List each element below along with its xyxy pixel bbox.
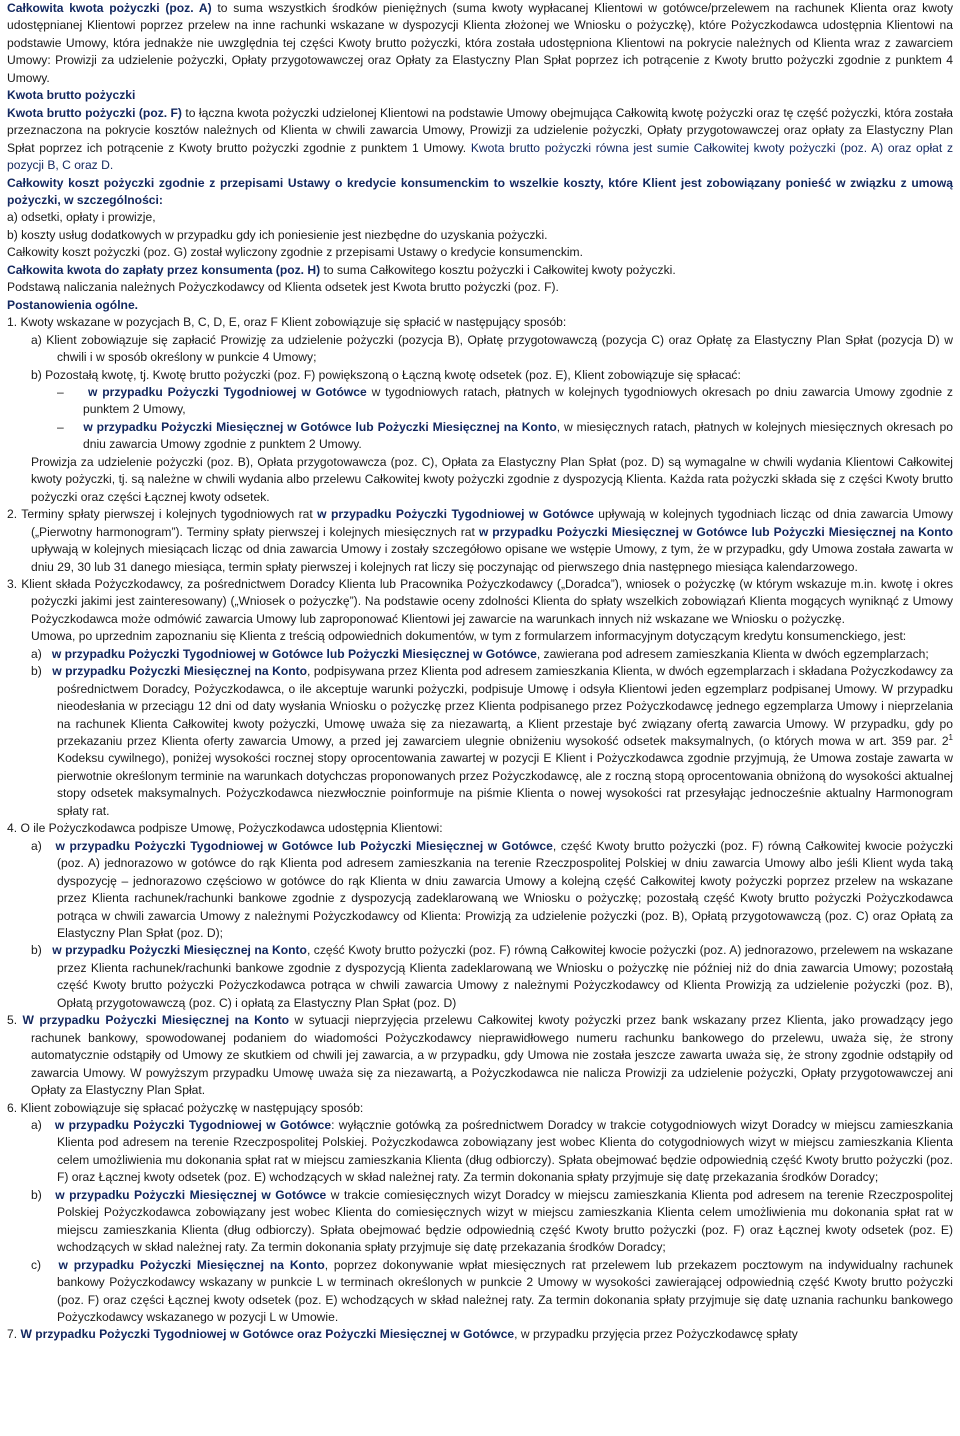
bold-phrase: w przypadku Pożyczki Miesięcznej w Gotówce lub Pożyczki Miesięcznej na Konto — [478, 524, 953, 539]
term-text: to suma Całkowitego kosztu pożyczki i Całkowitej kwoty pożyczki. — [320, 262, 676, 277]
superscript: 1 — [948, 733, 953, 742]
clause-6c: c) w przypadku Pożyczki Miesięcznej na Konto, poprzez dokonywanie wpłat miesięcznych rat przelewem lub przekazem pocztowym na indywidualny rachunek bankowy Pożyczkodawcy wskazany w punkcie L w terminach określonych w punkcie 2 Umowy w wysokości zawierającej odpowiednią część Kwoty brutto pożyczki (poz. F) oraz części Łącznej kwoty odsetek (poz. E) wchodzących w skład należnej raty. Za termin dokonania spłaty przyjmuje się datę uznania rachunku bankowego Pożyczkodawcy wskazanego w pozycji L w Umowie. — [31, 1257, 953, 1324]
clause-text: , zawierana pod adresem zamieszkania Klienta w dwóch egzemplarzach; — [536, 646, 929, 661]
clause-text: : wyłącznie gotówką za pośrednictwem Doradcy w trakcie cotygodniowych wizyt Doradcy w miejscu zamieszkania Klienta pod adresem na terenie Rzeczpospolitej Polskiej. Pożyczkodawca zobowiązany jest wobec Klienta do cotygodniowych wizyt w miejscu zamieszkania Klienta celem umożliwienia mu dokonania spłat rat w miejscu zamieszkania Klienta (dług odbiorczy). Spłata obejmować będzie odpowiednią część Kwoty brutto pożyczki (poz. F) oraz Łącznej kwoty odsetek (poz. E) wchodzących w skład należnej raty. Za termin dokonania spłaty przyjmuje się datę przekazania środków Doradcy; — [57, 1118, 953, 1185]
clause-6a: a) w przypadku Pożyczki Tygodniowej w Gotówce: wyłącznie gotówką za pośrednictwem Doradcy w trakcie cotygodniowych wizyt Doradcy w miejscu zamieszkania Klienta pod adresem na terenie Rzeczpospolitej Polskiej. Pożyczkodawca zobowiązany jest wobec Klienta do cotygodniowych wizyt w miejscu zamieszkania Klienta celem umożliwienia mu dokonania spłat rat w miejscu zamieszkania Klienta (dług odbiorczy). Spłata obejmować będzie odpowiednią część Kwoty brutto pożyczki (poz. F) oraz Łącznej kwoty odsetek (poz. E) wchodzących w skład należnej raty. Za termin dokonania spłaty przyjmuje się datę przekazania środków Doradcy; — [31, 1118, 953, 1185]
definition-total-loan-amount — [7, 0, 953, 87]
paragraph: Podstawą naliczania należnych Pożyczkodawcy od Klienta odsetek jest Kwota brutto pożyczki (poz. F). — [7, 280, 559, 295]
clause-1b-dash-monthly: – w przypadku Pożyczki Miesięcznej w Gotówce lub Pożyczki Miesięcznej na Konto, w miesięcznych ratach, płatnych w kolejnych miesięcznych okresach po dniu zawarcia Umowy zgodnie z punktem 2 Umowy. — [57, 419, 953, 452]
bold-phrase: w przypadku Pożyczki Miesięcznej w Gotówce — [55, 1187, 327, 1202]
clause-text: , podpisywana przez Klienta pod adresem zamieszkania Klienta, w dwóch egzemplarzach i składana Pożyczkodawcy za pośrednictwem Doradcy, Pożyczkodawca, o ile akceptuje warunki pożyczki, podpisuje Umowę i odsyła Klientowi jeden egzemplarz podpisanej Umowy. W przypadku nieodesłania w przeciągu 12 dni od daty wysłania Wniosku o pożyczkę przez Klienta podpisanego przez Pożyczkodawcę jednego egzemplarza Umowy i nieprzelania na rachunek Klienta Całkowitej kwoty pożyczki, Umowę uważa się za niezawartą, a Klient przestaje być związany ofertą zawarcia Umowy. W przypadku, gdy po przekazaniu przez Klienta oferty zawarcia Umowy, a przed jej zawarciem ulegnie obniżeniu wysokość odsetek maksymalnych, (o których mowa w art. 359 par. 2 — [57, 664, 953, 749]
term-label: Kwota brutto pożyczki (poz. F) — [7, 105, 182, 120]
clause-3-para: Umowa, po uprzednim zapoznaniu się Klienta z treścią odpowiednich dokumentów, w tym z formularzem informacyjnym dotyczącym kredytu konsumenckiego, jest: — [31, 629, 907, 644]
term-label: Całkowita kwota pożyczki (poz. — [7, 1, 199, 15]
clause-1b: b) Pozostałą kwotę, tj. Kwotę brutto pożyczki (poz. F) powiększoną o Łączną kwotę odsetek (poz. E), Klient zobowiązuje się spłacać: — [31, 367, 741, 382]
clause-6-intro: 6. Klient zobowiązuje się spłacać pożyczkę w następujący sposób: — [7, 1100, 364, 1115]
section-heading-gross-amount: Kwota brutto pożyczki — [7, 88, 136, 103]
clause-3a: a) w przypadku Pożyczki Tygodniowej w Gotówce lub Pożyczki Miesięcznej w Gotówce, zawierana pod adresem zamieszkania Klienta w dwóch egzemplarzach; — [31, 646, 929, 661]
paragraph: Całkowity koszt pożyczki (poz. G) został wyliczony zgodnie z przepisami Ustawy o kredycie konsumenckim. — [7, 245, 583, 260]
bold-phrase: w przypadku Pożyczki Miesięcznej na Konto — [58, 1257, 325, 1272]
clause-1-tail: Prowizja za udzielenie pożyczki (poz. B), Opłata przygotowawcza (poz. C), Opłata za Elastyczny Plan Spłat (poz. D) są wymagalne w chwili wydania Klientowi Całkowitej kwoty pożyczki, tj. są należne w chwili wydania albo przelewu Całkowitej kwoty pożyczki zgodnie z dyspozycją Klienta. Każda rata pożyczki składa się z części Kwoty brutto pożyczki oraz części Łącznej kwoty odsetek. — [31, 454, 953, 504]
clause-text: w tygodniowych ratach, płatnych w kolejnych tygodniowych okresach po dniu zawarcia Umowy zgodnie z punktem 2 Umowy, — [83, 384, 953, 417]
clause-3b: b) w przypadku Pożyczki Miesięcznej na Konto, podpisywana przez Klienta pod adresem zamieszkania Klienta, w dwóch egzemplarzach i składana Pożyczkodawcy za pośrednictwem Doradcy, Pożyczkodawca, o ile akceptuje warunki pożyczki, podpisuje Umowę i odsyła Klientowi jeden egzemplarz podpisanej Umowy. W przypadku nieodesłania w przeciągu 12 dni od daty wysłania Wniosku o pożyczkę przez Klienta podpisanego przez Pożyczkodawcę jednego egzemplarza Umowy i nieprzelania na rachunek Klienta Całkowitej kwoty pożyczki, Umowę uważa się za niezawartą, a Klient przestaje być związany ofertą zawarcia Umowy. W przypadku, gdy po przekazaniu przez Klienta oferty zawarcia Umowy, a przed jej zawarciem ulegnie obniżeniu wysokość odsetek maksymalnych, (o których mowa w art. 359 par. $2^1$ Kodeksu cywilnego), poniżej wysokości rocznej stopy oprocentowania zawartej w pozycji E Klient i Pożyczkodawca zgodnie przyjmują, że Umowa zostaje zawarta w pierwotnie określonym terminie na warunkach dotychczas proponowanych przez Pożyczkodawcę, ale z roczną stopą oprocentowania obniżoną do wysokości aktualnej stopy odsetek maksymalnych. Pożyczkodawca niezwłocznie poinformuje na piśmie Klienta o nowej wysokości rat przesyłając jednocześnie aktualny Harmonogram spłaty rat. — [31, 664, 953, 818]
clause-number: 7. — [7, 1327, 21, 1342]
clause-2 — [7, 506, 953, 576]
bold-phrase: w przypadku Pożyczki Tygodniowej w Gotówce — [54, 1118, 332, 1132]
bold-phrase: w przypadku Pożyczki Tygodniowej w Gotówce lub Pożyczki Miesięcznej w Gotówce — [55, 838, 553, 853]
clause-5 — [7, 1012, 953, 1099]
clause-1a: a) Klient zobowiązuje się zapłacić Prowizję za udzielenie pożyczki (pozycja B), Opłatę przygotowawczą (pozycja C) oraz Opłatę za Elastyczny Plan Spłat (pozycja D) w chwili i w sposób określony w punkcie 4 Umowy; — [31, 332, 953, 365]
clause-number: 5. — [7, 1013, 23, 1028]
bold-phrase: w przypadku Pożyczki Tygodniowej w Gotówce — [88, 384, 367, 399]
definition-total-payable — [7, 262, 953, 279]
clause-text: upływają w kolejnych miesiącach licząc od dnia zawarcia Umowy i zostały szczegółowo opisane we wstępie Umowy, z tym, że w przypadku, gdy Umowa została zawarta w dniu 29, 30 lub 31 danego miesiąca, termin spłaty pierwszej i kolejnych rat liczy się poczynając od pierwszego dnia następnego miesiąca kalendarzowego. — [31, 542, 953, 574]
definition-gross-loan-amount — [7, 105, 953, 175]
list-item: a) odsetki, opłaty i prowizje, — [7, 210, 156, 225]
term-label: Całkowita kwota do zapłaty przez konsumenta (poz. H) — [7, 262, 321, 277]
bold-phrase: w przypadku Pożyczki Miesięcznej na Konto — [52, 943, 307, 958]
clause-text: , poprzez dokonywanie wpłat miesięcznych rat przelewem lub przekazem pocztowym na indywidualny rachunek bankowy Pożyczkodawcy wskazany w punkcie L w terminach określonych w punkcie 2 Umowy w wysokości zawierającej odpowiednią część Kwoty brutto pożyczki (poz. F) oraz części Łącznej kwoty odsetek (poz. E) wchodzących w skład należnej raty. Za termin dokonania spłaty przyjmuje się datę uznania rachunku bankowego Pożyczkodawcy wskazanego w pozycji L w Umowie. — [57, 1257, 953, 1324]
section-heading-general: Postanowienia ogólne. — [7, 297, 139, 312]
clause-1-intro: 1. Kwoty wskazane w pozycjach B, C, D, E, oraz F Klient zobowiązuje się spłacić w następujący sposób: — [7, 315, 567, 330]
clause-text: , część Kwoty brutto pożyczki (poz. F) równą Całkowitej kwocie pożyczki (poz. A) jednorazowo, przelewem na wskazane przez Klienta rachunek/rachunki bankowe zgodnie z dyspozycją Klienta zadeklarowaną we Wniosku o pożyczkę nie później niż do dnia zawarcia Umowy; pozostałą część Kwoty brutto pożyczki Pożyczkodawca potrąca w chwili zawarcia Umowy z należnymi Pożyczkodawcy od Klienta Prowizją za udzielenie pożyczki (poz. B), Opłatą przygotowawczą (poz. C) i opłatą za Elastyczny Plan Spłat (poz. D) — [57, 943, 953, 1010]
clause-text: w sytuacji nieprzyjęcia przelewu Całkowitej kwoty pożyczki przez bank wskazany przez Klienta, jako prowadzący jego rachunek bankowy, spowodowanej podaniem do wiadomości Pożyczkodawcy nieprawidłowego numeru rachunku bankowego do przelewu, uważa się, że strony automatycznie odstąpiły od Umowy ze skutkiem od chwili jej zawarcia, a w przypadku, gdy Umowa nie została jeszcze zawarta uważa się, że strony zgodnie odstąpiły od zawarcia Umowy. W powyższym przypadku Umowę uważa się za niezawartą, a Pożyczkodawca nie nalicza Prowizji za udzielenie pożyczki, Opłaty przygotowawczej ani Opłaty za Elastyczny Plan Spłat. — [31, 1013, 953, 1098]
term-text: to łączna kwota pożyczki udzielonej Klientowi na podstawie Umowy obejmująca Całkowitą kwotę pożyczki oraz tę część pożyczki, która została przeznaczona na pokrycie kosztów należnych od Klienta w chwili zawarcia Umowy, Prowizji za udzielenie pożyczki, Opłaty przygotowawczej oraz opłaty za Elastyczny Plan Spłat poprzez ich potrącenie z Kwoty brutto pożyczki zgodnie z punktem 1 Umowy. — [7, 105, 953, 155]
clause-text: 2. Terminy spłaty pierwszej i kolejnych tygodniowych rat — [7, 507, 318, 522]
clause-7 — [7, 1326, 953, 1343]
clause-text: , część Kwoty brutto pożyczki (poz. F) równą Całkowitej kwocie pożyczki (poz. A) jednorazowo w gotówce do rąk Klienta pod adresem zamieszkania na terenie Rzeczpospolitej Polskiej w dniu zawarcia Umowy albo jeśli Klient wyda taką dyspozycję – jednorazowo częściowo w gotówce do rąk Klienta w dniu zawarcia Umowy a kolejną część Całkowitej kwoty pożyczki poprzez przelew na wskazane przez Klienta rachunek/rachunki bankowe zgodnie z dyspozycją zadeklarowaną we Wniosku o pożyczkę; pozostałą część Kwoty brutto pożyczki Pożyczkodawca potrąca w chwili zawarcia Umowy z należnymi Pożyczkodawcy od Klienta: Prowizją za udzielenie pożyczki (poz. B), Opłatą przygotowawczą (poz. C) oraz Opłatą za Elastyczny Plan Spłat (poz. D); — [57, 838, 953, 941]
clause-6b: b) w przypadku Pożyczki Miesięcznej w Gotówce w trakcie comiesięcznych wizyt Doradcy w miejscu zamieszkania Klienta pod adresem na terenie Rzeczpospolitej Polskiej Pożyczkodawca zobowiązany jest wobec Klienta do comiesięcznych wizyt w miejscu zamieszkania Klienta celem umożliwienia mu dokonania spłat rat w miejscu zamieszkania Klienta (dług odbiorczy). Spłata obejmować będzie odpowiednią część Kwoty brutto pożyczki (poz. F) oraz Łącznej kwoty odsetek (poz. E) wchodzących w skład należnej raty. Za termin dokonania spłaty przyjmuje się datę przekazania środków Doradcy; — [31, 1187, 953, 1255]
bold-phrase: W przypadku Pożyczki Tygodniowej w Gotówce oraz Pożyczki Miesięcznej w Gotówce — [20, 1327, 515, 1342]
bold-phrase: W przypadku Pożyczki Miesięcznej na Konto — [22, 1013, 290, 1028]
bold-phrase: w przypadku Pożyczki Tygodniowej w Gotówce — [317, 507, 594, 522]
clause-4-intro: 4. O ile Pożyczkodawca podpisze Umowę, Pożyczkodawca udostępnia Klientowi: — [7, 821, 443, 836]
clause-3-intro: 3. Klient składa Pożyczkodawcy, za pośrednictwem Doradcy Klienta lub Pracownika Pożyczkodawcy („Doradca”), wniosek o pożyczkę (w którym wskazuje m.in. kwotę i okres pożyczki jakimi jest zainteresowany) („Wniosek o pożyczkę”). Na podstawie oceny zdolności Klienta do spłaty wszelkich zobowiązań Klienta mogących wyniknąć z Umowy Pożyczkodawca może odmówić zawarcia Umowy lub zaproponować Klientowi jej zawarcie na warunkach innych niż wskazane we Wniosku o pożyczkę. — [7, 576, 953, 626]
bold-phrase: w przypadku Pożyczki Miesięcznej na Konto — [52, 664, 308, 679]
clause-text: , w miesięcznych ratach, płatnych w kolejnych miesięcznych okresach po dniu zawarcia Umowy zgodnie z punktem 2 Umowy. — [83, 419, 953, 452]
clause-1b-dash-weekly: – w przypadku Pożyczki Tygodniowej w Gotówce w tygodniowych ratach, płatnych w kolejnych tygodniowych okresach po dniu zawarcia Umowy zgodnie z punktem 2 Umowy, — [57, 384, 953, 417]
clause-text: w trakcie comiesięcznych wizyt Doradcy w miejscu zamieszkania Klienta pod adresem na terenie Rzeczpospolitej Polskiej Pożyczkodawca zobowiązany jest wobec Klienta do comiesięcznych wizyt w miejscu zamieszkania Klienta celem umożliwienia mu dokonania spłat rat w miejscu zamieszkania Klienta (dług odbiorczy). Spłata obejmować będzie odpowiednią część Kwoty brutto pożyczki (poz. F) oraz Łącznej kwoty odsetek (poz. E) wchodzących w skład należnej raty. Za termin dokonania spłaty przyjmuje się datę przekazania środków Doradcy; — [57, 1187, 953, 1255]
section-heading-total-cost: Całkowity koszt pożyczki zgodnie z przepisami Ustawy o kredycie konsumenckim to wszelkie koszty, które Klient jest zobowiązany ponieść w związku z umową pożyczki, w szczególności: — [7, 175, 953, 207]
clause-4b: b) w przypadku Pożyczki Miesięcznej na Konto, część Kwoty brutto pożyczki (poz. F) równą Całkowitej kwocie pożyczki (poz. A) jednorazowo, przelewem na wskazane przez Klienta rachunek/rachunki bankowe zgodnie z dyspozycją Klienta zadeklarowaną we Wniosku o pożyczkę nie później niż do dnia zawarcia Umowy; pozostałą część Kwoty brutto pożyczki Pożyczkodawca potrąca w chwili zawarcia Umowy z należnymi Pożyczkodawcy od Klienta Prowizją za udzielenie pożyczki (poz. B), Opłatą przygotowawczą (poz. C) i opłatą za Elastyczny Plan Spłat (poz. D) — [31, 943, 953, 1010]
clause-text: Kodeksu cywilnego), poniżej wysokości rocznej stopy oprocentowania zawartej w pozycji E Klient i Pożyczkodawca zgodnie przyjmują, że Umowa zostaje zawarta w pierwotnie określonym terminie na warunkach dotychczas proponowanych przez Pożyczkodawcę, ale z roczną stopą oprocentowania obniżoną do wysokości aktualnej stopy odsetek maksymalnych. Pożyczkodawca niezwłocznie poinformuje na piśmie Klienta o nowej wysokości rat przesyłając jednocześnie aktualny Harmonogram spłaty rat. — [57, 751, 953, 818]
clause-4a: a) w przypadku Pożyczki Tygodniowej w Gotówce lub Pożyczki Miesięcznej w Gotówce, część Kwoty brutto pożyczki (poz. F) równą Całkowitej kwocie pożyczki (poz. A) jednorazowo w gotówce do rąk Klienta pod adresem zamieszkania na terenie Rzeczpospolitej Polskiej w dniu zawarcia Umowy albo jeśli Klient wyda taką dyspozycję – jednorazowo częściowo w gotówce do rąk Klienta w dniu zawarcia Umowy a kolejną część Całkowitej kwoty pożyczki poprzez przelew na wskazane przez Klienta rachunek/rachunki bankowe zgodnie z dyspozycją zadeklarowaną we Wniosku o pożyczkę; pozostałą część Kwoty brutto pożyczki Pożyczkodawca potrąca w chwili zawarcia Umowy z należnymi Pożyczkodawcy od Klienta: Prowizją za udzielenie pożyczki (poz. B), Opłatą przygotowawczą (poz. C) oraz Opłatą za Elastyczny Plan Spłat (poz. D); — [31, 838, 953, 941]
bold-phrase: w przypadku Pożyczki Tygodniowej w Gotówce lub Pożyczki Miesięcznej w Gotówce — [51, 646, 537, 661]
bold-phrase: w przypadku Pożyczki Miesięcznej w Gotówce lub Pożyczki Miesięcznej na Konto — [83, 419, 557, 434]
term-text: to suma wszystkich środków pieniężnych (suma kwoty wypłacanej Klientowi w gotówce/przelewem na rachunek Klienta oraz kwoty udostępnianej Klientowi poprzez przelew na inne rachunki wskazane w dyspozycji Klienta złożonej we Wniosku o pożyczkę), które Pożyczkodawca udostępnia Klientowi na podstawie Umowy, która jednakże nie uwzględnia tej części Kwoty brutto pożyczki, która została udostępniona Klientowi na pokrycie należnych od Klienta wraz z zawarciem Umowy: Prowizji za udzielenie pożyczki, Opłaty przygotowawczej oraz Opłaty za Elastyczny Plan Spłat poprzez ich potrącenie z Kwoty brutto pożyczki zgodnie z punktem 4 Umowy. — [7, 1, 953, 85]
term-text-highlight: Kwota brutto pożyczki równa jest sumie Całkowitej kwoty pożyczki (poz. A) oraz opłat z pozycji B, C oraz D. — [7, 140, 953, 173]
clause-text: upływają w kolejnych tygodniach licząc od dnia zawarcia Umowy („Pierwotny harmonogram”). Terminy spłaty pierwszej i kolejnych miesięcznych rat — [31, 507, 953, 539]
list-item: b) koszty usług dodatkowych w przypadku gdy ich poniesienie jest niezbędne do uzyskania pożyczki. — [7, 227, 548, 242]
term-label-tail: A) — [198, 1, 212, 15]
clause-text: , w przypadku przyjęcia przez Pożyczkodawcę spłaty — [514, 1327, 798, 1342]
